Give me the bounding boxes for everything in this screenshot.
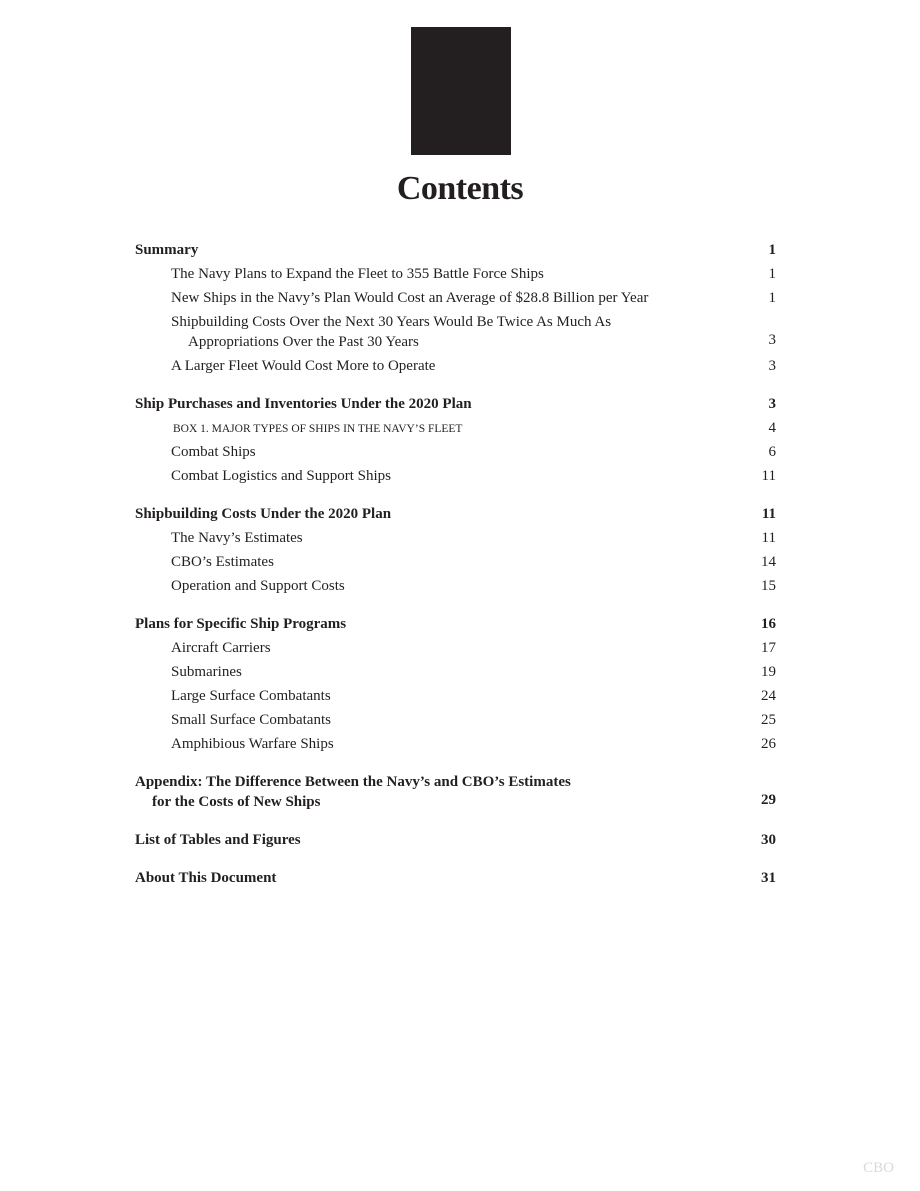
toc-entry[interactable]: [135, 262, 776, 286]
toc-page-number: 26: [761, 736, 776, 752]
toc-entry[interactable]: [135, 574, 776, 598]
toc-entry-label: CBO’s Estimates: [171, 554, 274, 570]
toc-section-ship-purchases: [135, 392, 776, 488]
toc-section-list-of-tables: [135, 828, 776, 852]
toc-page-number: 3: [768, 332, 776, 348]
toc-page-number: 1: [768, 266, 776, 282]
toc-entry[interactable]: [135, 636, 776, 660]
toc-page-number: 30: [761, 832, 776, 848]
toc-page-number: 6: [768, 444, 776, 460]
toc-box-entry[interactable]: [135, 416, 776, 440]
toc-entry-label: [171, 312, 611, 352]
toc-page-number: 11: [761, 506, 776, 522]
toc-entry-label: Aircraft Carriers: [171, 640, 271, 656]
toc-heading-label: About This Document: [135, 870, 277, 886]
toc-heading-about[interactable]: [135, 866, 776, 890]
toc-heading-label: Summary: [135, 242, 199, 258]
toc-entry-label: The Navy Plans to Expand the Fleet to 355 Battle Force Ships: [171, 266, 544, 282]
toc-heading-ship-purchases[interactable]: [135, 392, 776, 416]
toc-heading-label: Plans for Specific Ship Programs: [135, 616, 347, 632]
toc-heading-label-line2: for the Costs of New Ships: [152, 794, 321, 810]
table-of-contents: [135, 238, 776, 904]
toc-page-number: 11: [761, 468, 776, 484]
toc-heading-label: Shipbuilding Costs Under the 2020 Plan: [135, 506, 392, 522]
toc-entry[interactable]: [135, 708, 776, 732]
toc-entry-label: Large Surface Combatants: [171, 688, 331, 704]
toc-entry[interactable]: [135, 440, 776, 464]
toc-heading-specific-programs[interactable]: [135, 612, 776, 636]
toc-page-number: 29: [761, 792, 776, 808]
toc-entry[interactable]: [135, 732, 776, 756]
toc-page-number: 31: [761, 870, 776, 886]
toc-entry-label: Operation and Support Costs: [171, 578, 345, 594]
toc-page-number: 3: [768, 396, 776, 412]
toc-section-summary: [135, 238, 776, 378]
toc-heading-label: Ship Purchases and Inventories Under the 2020 Plan: [135, 396, 472, 412]
toc-page-number: 19: [761, 664, 776, 680]
toc-page-number: 25: [761, 712, 776, 728]
toc-page-number: 16: [761, 616, 776, 632]
footer-logo-text: CBO: [863, 1160, 894, 1176]
toc-entry[interactable]: [135, 660, 776, 684]
toc-entry[interactable]: [135, 464, 776, 488]
toc-heading-label: [135, 772, 571, 812]
toc-entry-label: Combat Logistics and Support Ships: [171, 468, 392, 484]
toc-entry[interactable]: [135, 310, 776, 354]
toc-entry-label: Submarines: [171, 664, 242, 680]
toc-entry-label: New Ships in the Navy’s Plan Would Cost an Average of $28.8 Billion per Year: [171, 290, 649, 306]
toc-page-number: 1: [768, 290, 776, 306]
toc-page-number: 4: [768, 420, 776, 436]
toc-heading-list-of-tables[interactable]: [135, 828, 776, 852]
toc-entry[interactable]: [135, 286, 776, 310]
toc-entry-label: A Larger Fleet Would Cost More to Operate: [171, 358, 436, 374]
toc-entry-label-line1: Shipbuilding Costs Over the Next 30 Years Would Be Twice As Much As: [171, 314, 612, 330]
toc-heading-summary[interactable]: [135, 238, 776, 262]
toc-page-number: 15: [761, 578, 776, 594]
page-title: Contents: [396, 170, 524, 207]
toc-heading-label-line1: Appendix: The Difference Between the Navy’s and CBO’s Estimates: [135, 774, 571, 790]
toc-section-shipbuilding-costs: [135, 502, 776, 598]
toc-entry-label-line2: Appropriations Over the Past 30 Years: [188, 334, 419, 350]
toc-page-number: 1: [768, 242, 776, 258]
toc-heading-label: List of Tables and Figures: [135, 832, 301, 848]
toc-entry[interactable]: [135, 684, 776, 708]
toc-page-number: 14: [761, 554, 776, 570]
toc-page-number: 17: [761, 640, 776, 656]
toc-heading-shipbuilding-costs[interactable]: [135, 502, 776, 526]
toc-entry-label: Amphibious Warfare Ships: [171, 736, 334, 752]
toc-page-number: 3: [768, 358, 776, 374]
toc-page-number: 11: [761, 530, 776, 546]
toc-entry-label: Combat Ships: [171, 444, 256, 460]
toc-section-about: [135, 866, 776, 890]
toc-entry-label: The Navy’s Estimates: [171, 530, 303, 546]
toc-section-appendix: [135, 770, 776, 814]
toc-entry[interactable]: [135, 550, 776, 574]
toc-entry[interactable]: [135, 354, 776, 378]
toc-section-specific-programs: [135, 612, 776, 756]
toc-page-number: 24: [761, 688, 776, 704]
toc-entry-label: BOX 1. MAJOR TYPES OF SHIPS IN THE NAVY’S FLEET: [173, 423, 463, 435]
toc-entry[interactable]: [135, 526, 776, 550]
toc-heading-appendix[interactable]: [135, 770, 776, 814]
chapter-tab-block: [411, 27, 511, 155]
toc-entry-label: Small Surface Combatants: [171, 712, 331, 728]
